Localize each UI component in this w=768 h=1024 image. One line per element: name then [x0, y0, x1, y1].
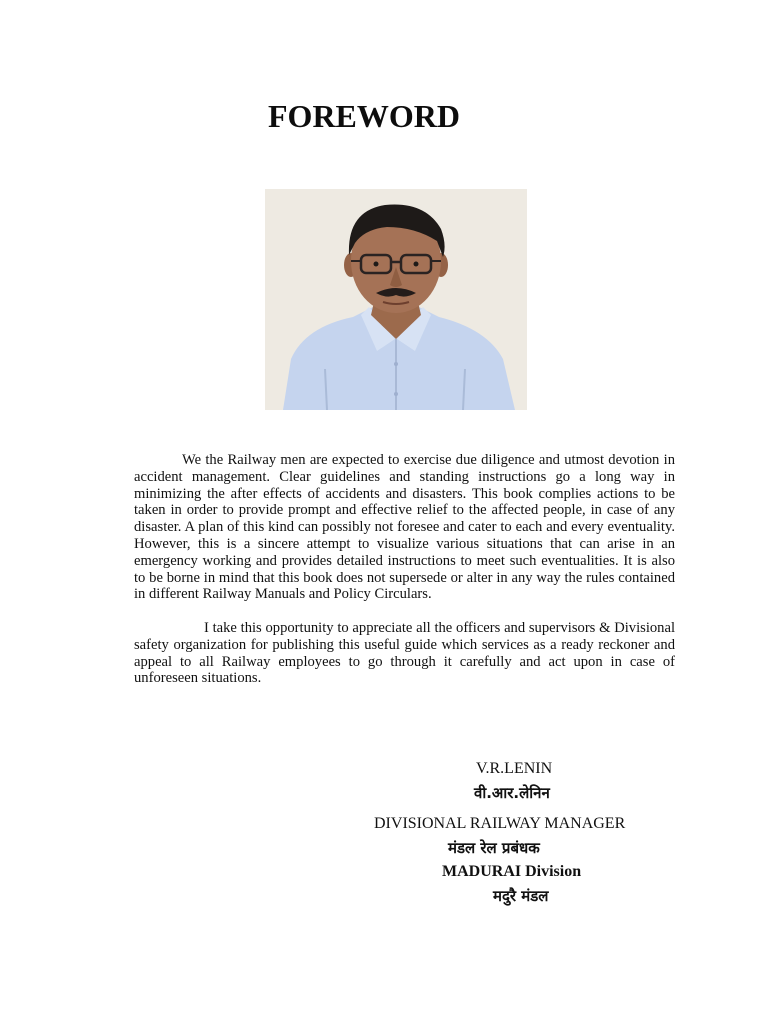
- signatory-designation-hindi: मंडल रेल प्रबंधक: [448, 839, 540, 857]
- portrait-photo-icon: [265, 189, 527, 410]
- foreword-paragraph: We the Railway men are expected to exercise due diligence and utmost devotion in accident management. Clear guidelines and standing instructions go a long way in minimizing the after effects of accidents and disasters. This book complies actions to be taken in order to provide prompt and effective relief to the affected people, in case of any disaster. A plan of this kind can possibly not foresee and cater to each and every eventuality. However, this is a sincere attempt to visualize various situations that can arise in an emergency working and provides detailed instructions to meet such eventualities. It is also to be borne in mind that this book does not supersede or alter in any way the rules contained in different Railway Manuals and Policy Circulars.: [134, 452, 675, 603]
- foreword-paragraph: I take this opportunity to appreciate all the officers and supervisors & Divisional safety organization for publishing this useful guide which services as a ready reckoner and appeal to all Railway employees to go through it carefully and act upon in case of unforeseen situations.: [134, 619, 675, 687]
- signatory-name: V.R.LENIN: [476, 760, 553, 777]
- signatory-designation: DIVISIONAL RAILWAY MANAGER: [374, 815, 626, 832]
- signatory-division-hindi: मदुरै मंडल: [493, 887, 549, 905]
- signatory-name-hindi: वी.आर.लेनिन: [474, 784, 550, 802]
- signatory-division: MADURAI Division: [442, 863, 582, 880]
- foreword-body: [134, 452, 675, 704]
- page-title: FOREWORD: [268, 98, 460, 134]
